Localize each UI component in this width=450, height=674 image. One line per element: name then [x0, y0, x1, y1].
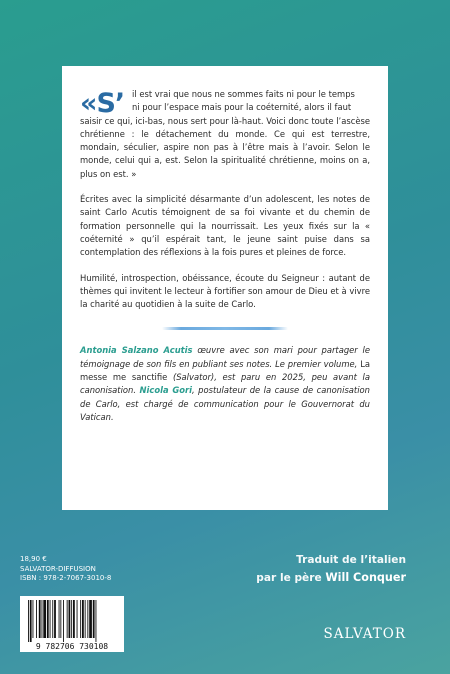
- description-paragraph-1: Écrites avec la simplicité désarmante d’un adolescent, les notes de saint Carlo Acutis témoignent de sa foi vivante et du chemin de formation personnelle qui la nourrissait. Les yeux fixés sur la « coéternité » qu’il espérait tant, le jeune saint puise dans sa contemplation des réflexions à la fois pures et pleines de force.: [80, 194, 370, 258]
- barcode-bar: [60, 600, 61, 638]
- barcode-bar: [28, 600, 29, 642]
- opening-quote: [80, 88, 370, 181]
- barcode-bar: [54, 600, 56, 638]
- barcode-bar: [89, 600, 92, 638]
- barcode-bar: [96, 600, 97, 642]
- back-cover-text-panel: [62, 66, 388, 510]
- barcode-bar: [33, 600, 34, 638]
- quote-line-2: ni pour l’espace mais pour la coéternité, alors il faut: [132, 102, 352, 113]
- barcode-bar: [59, 600, 60, 638]
- drop-cap-quote: «S’: [80, 88, 125, 119]
- barcode-bar: [47, 600, 49, 638]
- authors-bio: [80, 344, 370, 424]
- author-name-1: Antonia Salzano Acutis: [80, 345, 193, 356]
- brush-divider: [162, 327, 288, 330]
- barcode-bar: [77, 600, 78, 638]
- description-paragraph-2: Humilité, introspection, obéissance, écoute du Seigneur : autant de thèmes qui invitent le lecteur à fortifier son amour de Dieu et à vivre la charité au quotidien à la suite de Carlo.: [80, 272, 370, 310]
- bio-text-1: œuvre avec son mari pour partager le témoignage de son fils en publiant ses notes. Le premier volume,: [80, 345, 370, 369]
- barcode-bar: [30, 600, 32, 642]
- barcode-bar: [93, 600, 95, 638]
- barcode-bar: [39, 600, 41, 638]
- translation-by: par le père: [256, 572, 326, 584]
- barcode-bar: [63, 600, 64, 642]
- author-name-2: Nicola Gori: [139, 385, 192, 396]
- quote-line-1: il est vrai que nous ne sommes faits ni pour le temps: [132, 89, 355, 99]
- barcode-bar: [42, 600, 43, 638]
- barcode-bar: [52, 600, 53, 638]
- quote-rest: saisir ce qui, ici-bas, nous sert pour là-haut. Voici donc toute l’ascèse chrétienne : le détachement du monde. Ce qui est terrestre, mondain, séculier, aspire non pas à l’être mais à l’avoir. Selon le monde, celui qui a, est. Selon la spiritualité chrétienne, moins on a, plus on est. »: [80, 115, 370, 179]
- bio-text-2: (Salvator), est paru en 2025, peu avant la canonisation.: [80, 372, 370, 396]
- price: 18,90 €: [20, 555, 47, 563]
- barcode-bar: [36, 600, 37, 638]
- barcode-bars: [20, 596, 124, 652]
- isbn-barcode: [20, 596, 124, 652]
- isbn: ISBN : 978-2-7067-3010-8: [20, 574, 112, 582]
- barcode-bar: [67, 600, 68, 638]
- barcode-bar: [73, 600, 75, 638]
- barcode-bar: [80, 600, 81, 638]
- barcode-number: 9 782706 730108: [35, 642, 109, 651]
- barcode-bar: [87, 600, 88, 638]
- barcode-bar: [85, 600, 86, 638]
- publisher-logo: SALVATOR: [323, 626, 406, 642]
- barcode-bar: [69, 600, 71, 638]
- translation-credit: [256, 552, 406, 587]
- distributor: SALVATOR-DIFFUSION: [20, 564, 96, 573]
- barcode-bar: [82, 600, 84, 638]
- barcode-bar: [43, 600, 46, 638]
- barcode-bar: [71, 600, 72, 638]
- price-info: [20, 555, 111, 584]
- translator-name: Will Conquer: [325, 571, 406, 584]
- bio-text-3: , postulateur de la cause de canonisation de Carlo, est chargé de communication pour le Gouvernorat du Vatican.: [80, 385, 370, 422]
- translation-line-2: [256, 569, 406, 587]
- barcode-bar: [50, 600, 51, 638]
- translation-line-1: Traduit de l’italien: [296, 554, 406, 566]
- book-title: La messe me sanctifie: [80, 358, 370, 383]
